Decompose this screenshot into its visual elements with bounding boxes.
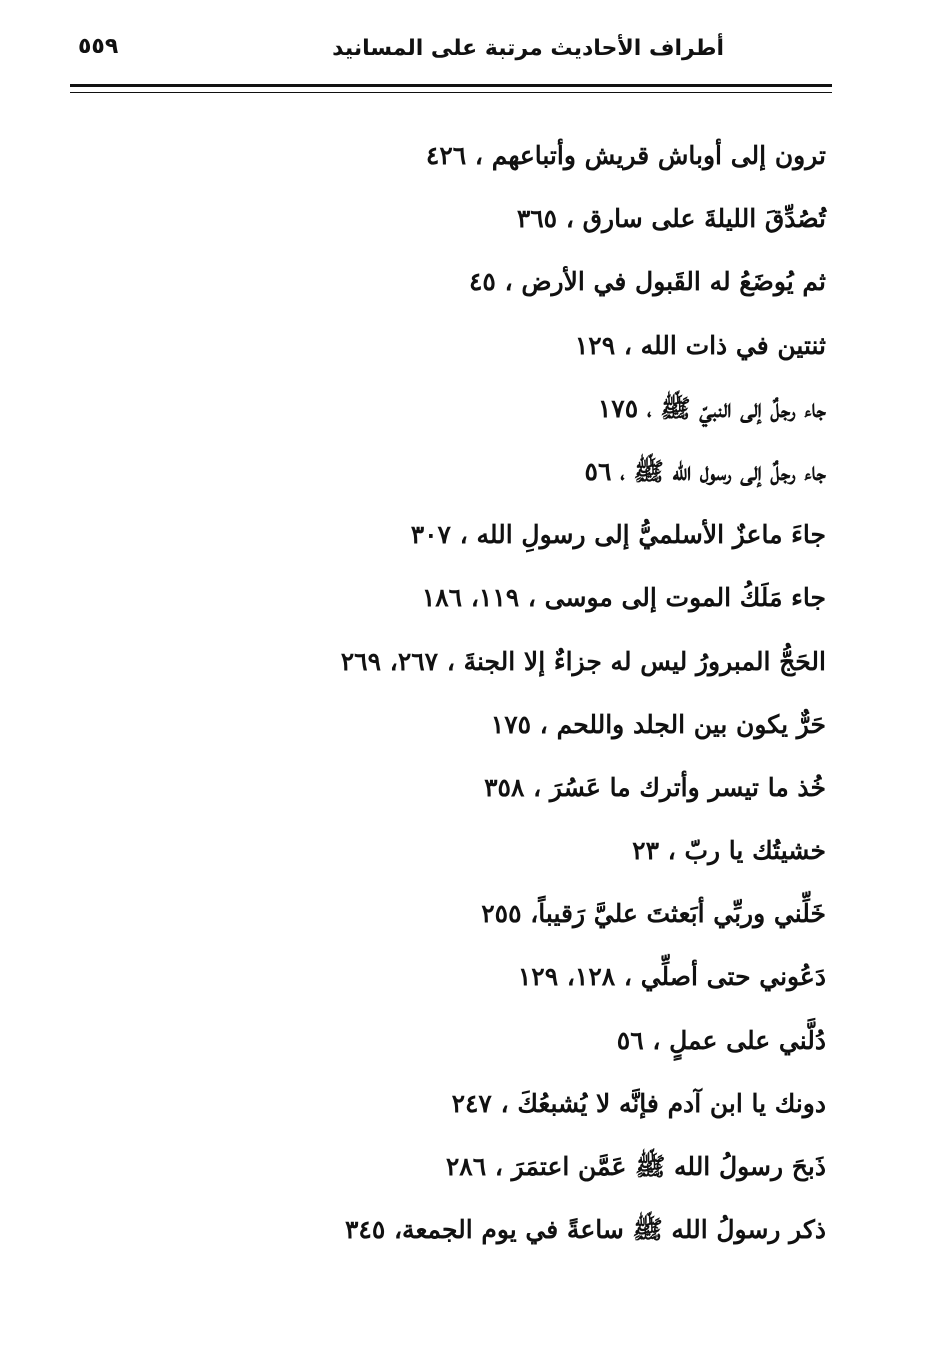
index-entry: خُذ ما تيسر وأترك ما عَسُرَ ، ٣٥٨	[484, 772, 826, 802]
index-entry: خشيتُك يا ربّ ، ٢٣	[632, 836, 826, 866]
index-entry: خَلِّني وربِّي أبَعثتَ عليَّ رَقيباً، ٢٥٥	[481, 899, 826, 929]
index-entry: جاءَ ماعزٌ الأسلميُّ إلى رسولِ الله ، ٣٠٧	[410, 520, 826, 550]
index-entry: ذكر رسولُ الله ﷺ ساعةً في يوم الجمعة، ٣٤٥	[344, 1215, 826, 1245]
hadith-index-list	[126, 124, 826, 1261]
index-entry: دونك يا ابن آدم فإنَّه لا يُشبعُكَ ، ٢٤٧	[451, 1088, 826, 1118]
header-rule-thick	[70, 84, 832, 87]
running-title: أطراف الأحاديث مرتبة على المسانيد	[332, 36, 724, 61]
index-entry: جاء مَلَكُ الموت إلى موسى ، ١١٩، ١٨٦	[421, 583, 826, 613]
index-entry: ثنتين في ذات الله ، ١٢٩	[574, 330, 826, 360]
index-entry: ترون إلى أوباش قريش وأتباعهم ، ٤٢٦	[425, 141, 826, 170]
index-entry: ذَبحَ رسولُ الله ﷺ عَمَّن اعتمَرَ ، ٢٨٦	[445, 1152, 826, 1181]
page-header	[70, 28, 832, 84]
header-rule-thin	[70, 92, 832, 93]
index-entry: جاء رجلٌ إلى النبيّ ﷺ ، ١٧٥	[597, 393, 826, 423]
index-entry: دُلَّني على عملٍ ، ٥٦	[616, 1025, 826, 1055]
index-entry: الحَجُّ المبرورُ ليس له جزاءٌ إلا الجنةَ ، ٢٦٧، ٢٦٩	[340, 646, 826, 676]
index-entry: ثم يُوضَعُ له القَبول في الأرض ، ٤٥	[469, 267, 826, 297]
index-entry: حَرٌّ يكون بين الجلد واللحم ، ١٧٥	[490, 709, 826, 739]
index-entry: تُصُدِّقَ الليلةَ على سارق ، ٣٦٥	[516, 204, 826, 234]
index-entry: دَعُوني حتى أصلِّي ، ١٢٨، ١٢٩	[517, 962, 826, 992]
index-entry: جاء رجلٌ إلى رسول الله ﷺ ، ٥٦	[584, 456, 826, 486]
page-number: ٥٥٩	[78, 34, 119, 59]
